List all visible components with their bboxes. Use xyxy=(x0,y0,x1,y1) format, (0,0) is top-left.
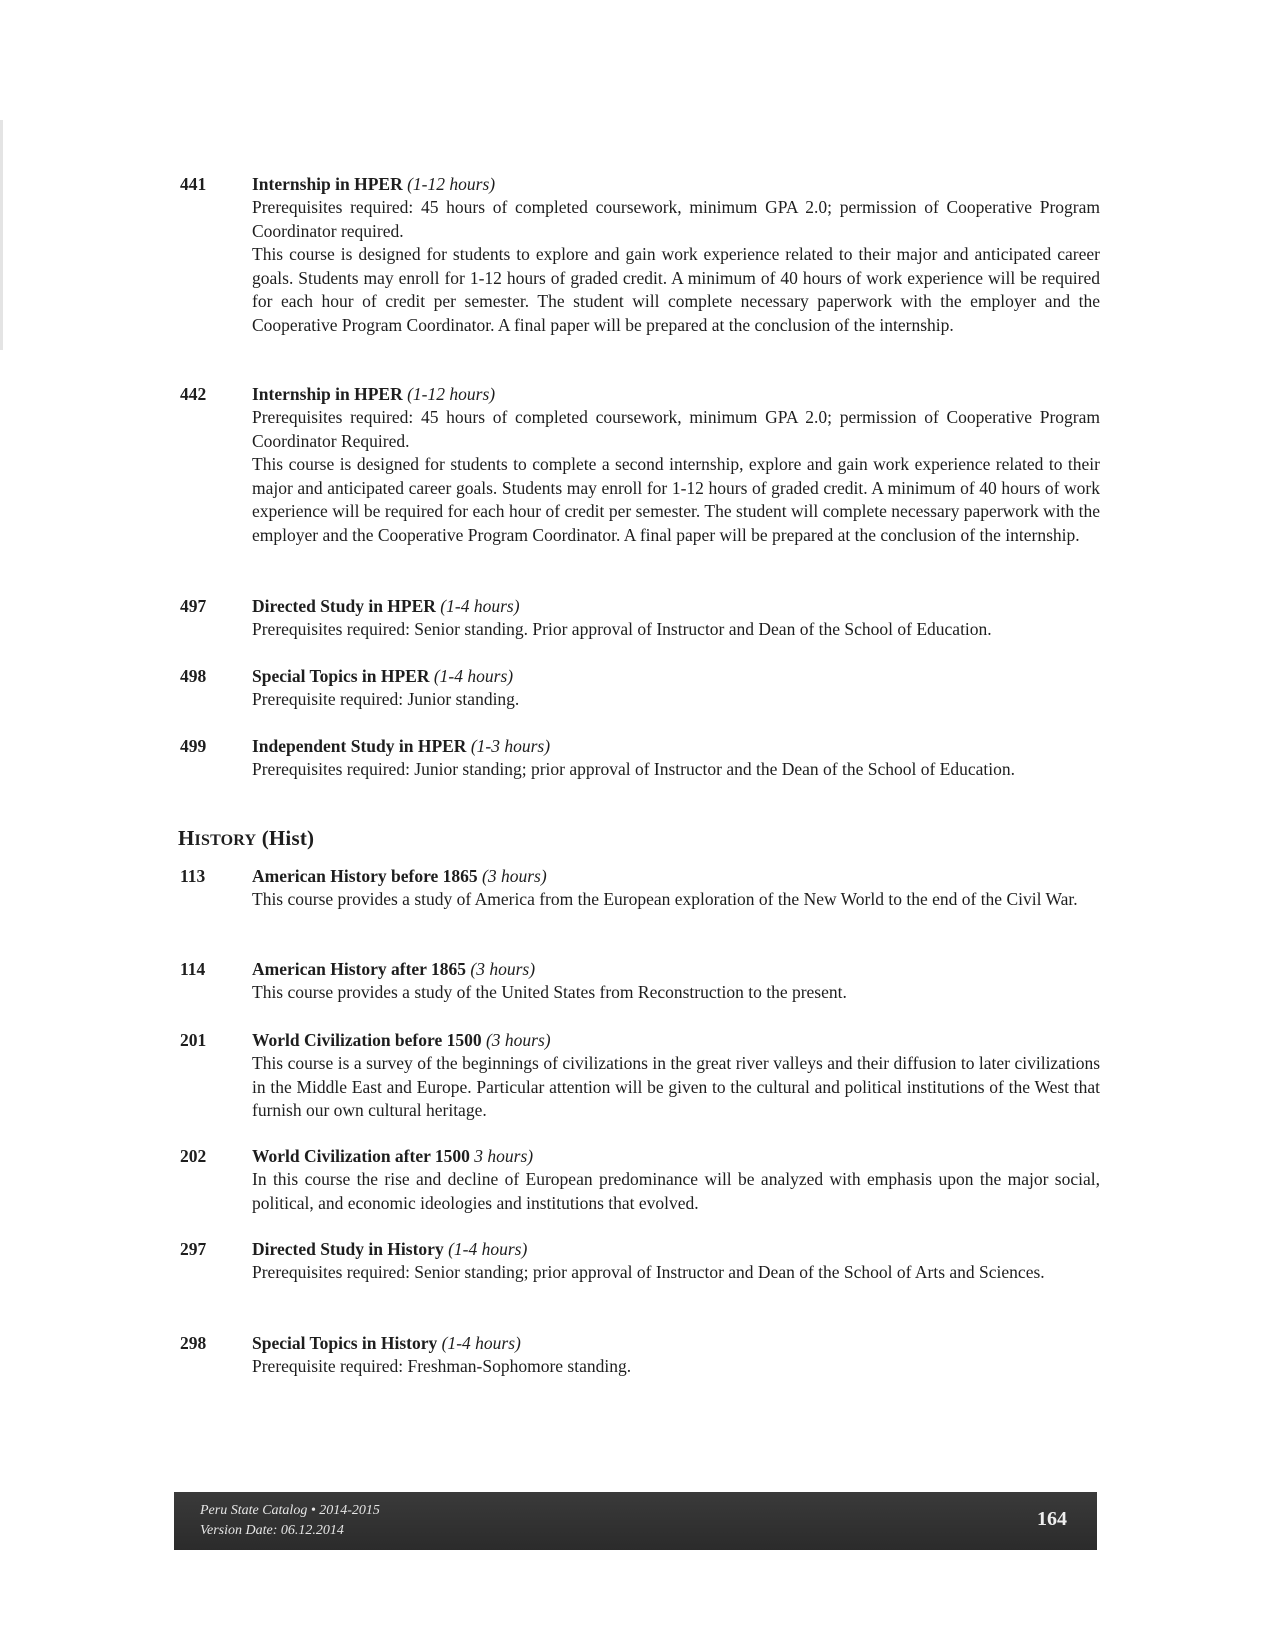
course-hist-114 xyxy=(180,957,1100,1005)
course-prerequisites: Prerequisite required: Freshman-Sophomore standing. xyxy=(252,1356,632,1376)
course-hours: (3 hours) xyxy=(470,959,536,979)
footer-info xyxy=(200,1501,380,1541)
course-number: 497 xyxy=(180,596,207,616)
course-number: 201 xyxy=(180,1030,207,1050)
course-description: This course is a survey of the beginnings of civilizations in the great river valleys and their diffusion to later civilizations in the Middle East and Europe. Particular attention will be given to the cultural and political institutions of the West that furnish our own cultural heritage. xyxy=(252,1053,1100,1120)
course-title xyxy=(252,664,1100,688)
course-name: Directed Study in HPER xyxy=(252,596,436,616)
course-name: Internship in HPER xyxy=(252,384,403,404)
course-title xyxy=(252,172,1100,196)
course-hist-113 xyxy=(180,864,1100,912)
course-hper-442 xyxy=(180,382,1100,547)
course-hours: (1-3 hours) xyxy=(470,736,551,756)
course-hper-498 xyxy=(180,664,1100,712)
course-hist-201 xyxy=(180,1028,1100,1123)
course-title xyxy=(252,1144,1100,1168)
course-prerequisites: Prerequisites required: Junior standing; prior approval of Instructor and the Dean of the School of Education. xyxy=(252,759,1015,779)
course-number: 298 xyxy=(180,1333,207,1353)
course-title xyxy=(252,1237,1100,1261)
scan-edge-shadow xyxy=(0,120,3,350)
course-number: 113 xyxy=(180,866,206,886)
course-name: American History before 1865 xyxy=(252,866,478,886)
heading-code: (Hist) xyxy=(261,826,315,850)
course-description: In this course the rise and decline of European predominance will be analyzed with emphasis upon the major social, political, and economic ideologies and institutions that evolved. xyxy=(252,1169,1100,1213)
course-hours: (1-4 hours) xyxy=(433,666,514,686)
course-hours: (1-4 hours) xyxy=(448,1239,528,1259)
course-name: Special Topics in HPER xyxy=(252,666,430,686)
course-number: 114 xyxy=(180,959,206,979)
course-prerequisites: Prerequisite required: Junior standing. xyxy=(252,689,520,709)
footer-version: Version Date: 06.12.2014 xyxy=(200,1523,344,1538)
course-number: 498 xyxy=(180,666,207,686)
course-prerequisites: Prerequisites required: 45 hours of completed coursework, minimum GPA 2.0; permission of Cooperative Program Coordinator Required. xyxy=(252,407,1100,451)
course-hours: (1-12 hours) xyxy=(407,174,496,194)
course-description: This course is designed for students to complete a second internship, explore and gain work experience related to their major and anticipated career goals. Students may enroll for 1-12 hours of graded credit. A minimum of 40 hours of work experience will be required for each hour of credit per semester. The student will complete necessary paperwork with the employer and the Cooperative Program Coordinator. A final paper will be prepared at the conclusion of the internship. xyxy=(252,454,1100,545)
course-number: 441 xyxy=(180,174,207,194)
course-hours: (3 hours) xyxy=(485,1030,551,1050)
course-hper-441 xyxy=(180,172,1100,337)
course-name: Directed Study in History xyxy=(252,1239,444,1259)
course-title xyxy=(252,734,1100,758)
course-number: 297 xyxy=(180,1239,207,1259)
course-hours: (1-4 hours) xyxy=(441,1333,521,1353)
heading-rest: ISTORY xyxy=(194,832,257,849)
page-number: 164 xyxy=(1037,1508,1067,1530)
course-title xyxy=(252,1028,1100,1052)
heading-initial: H xyxy=(178,826,195,850)
course-description: This course is designed for students to explore and gain work experience related to their major and anticipated career goals. Students may enroll for 1-12 hours of graded credit. A minimum of 40 hours of work experience will be required for each hour of credit per semester. The student will complete necessary paperwork with the employer and the Cooperative Program Coordinator. A final paper will be prepared at the conclusion of the internship. xyxy=(252,244,1100,335)
course-description: This course provides a study of the United States from Reconstruction to the present. xyxy=(252,982,847,1002)
course-name: Internship in HPER xyxy=(252,174,403,194)
course-title xyxy=(252,594,1100,618)
course-hist-298 xyxy=(180,1331,1100,1379)
course-hper-497 xyxy=(180,594,1100,642)
course-description: This course provides a study of America from the European exploration of the New World to the end of the Civil War. xyxy=(252,889,1078,909)
course-number: 202 xyxy=(180,1146,207,1166)
course-title xyxy=(252,957,1100,981)
course-name: World Civilization after 1500 xyxy=(252,1146,470,1166)
course-hist-202 xyxy=(180,1144,1100,1215)
course-prerequisites: Prerequisites required: Senior standing; prior approval of Instructor and Dean of the School of Arts and Sciences. xyxy=(252,1262,1045,1282)
section-heading-history xyxy=(178,826,314,851)
course-hper-499 xyxy=(180,734,1100,782)
course-hours: (3 hours) xyxy=(482,866,547,886)
course-hist-297 xyxy=(180,1237,1100,1285)
footer-catalog: Peru State Catalog • 2014-2015 xyxy=(200,1503,380,1518)
course-hours: (1-4 hours) xyxy=(440,596,520,616)
course-name: Special Topics in History xyxy=(252,1333,438,1353)
course-name: World Civilization before 1500 xyxy=(252,1030,482,1050)
course-title xyxy=(252,382,1100,406)
course-name: Independent Study in HPER xyxy=(252,736,467,756)
course-prerequisites: Prerequisites required: Senior standing. Prior approval of Instructor and Dean of the School of Education. xyxy=(252,619,992,639)
course-prerequisites: Prerequisites required: 45 hours of completed coursework, minimum GPA 2.0; permission of Cooperative Program Coordinator required. xyxy=(252,197,1100,241)
course-hours: (1-12 hours) xyxy=(407,384,496,404)
course-name: American History after 1865 xyxy=(252,959,466,979)
footer-bar xyxy=(174,1492,1097,1550)
course-number: 499 xyxy=(180,736,207,756)
course-title xyxy=(252,1331,1100,1355)
course-number: 442 xyxy=(180,384,207,404)
course-title xyxy=(252,864,1100,888)
course-hours: 3 hours) xyxy=(474,1146,534,1166)
